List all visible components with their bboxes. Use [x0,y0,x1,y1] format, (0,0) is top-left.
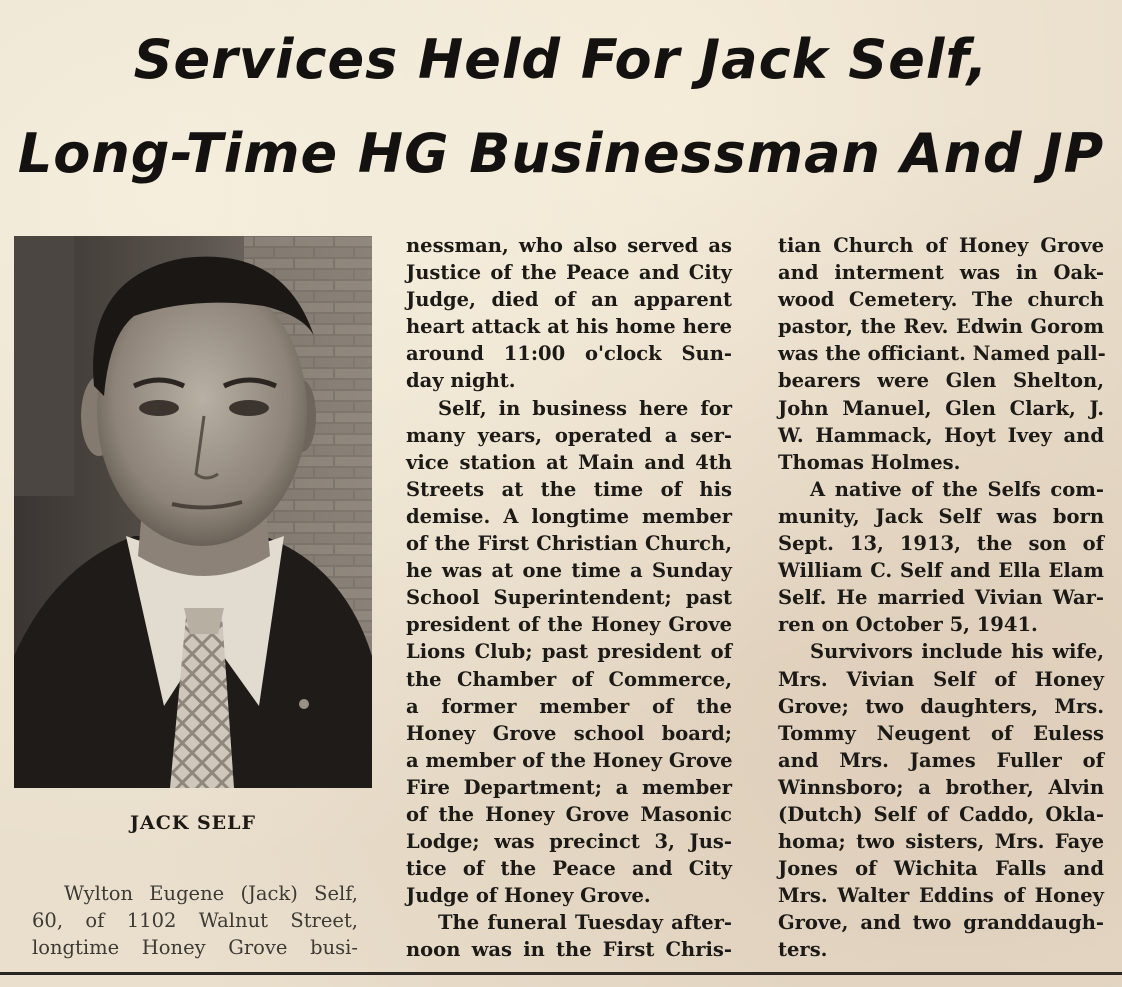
text-line: Sept. 13, 1913, the son of [778,532,1104,556]
text-line: demise. A longtime member [406,504,732,528]
text-line: a former member of the [406,694,732,718]
text-line: he was at one time a Sunday [406,559,732,583]
text-line: Grove, and two granddaugh- [778,911,1104,935]
text-line: homa; two sisters, Mrs. Faye [778,830,1104,854]
text-line: of the Honey Grove Masonic [406,802,732,826]
text-line: day night. [406,369,516,393]
text-line: 60, of 1102 Walnut Street, [32,909,358,933]
text-line: and Mrs. James Fuller of [778,748,1104,772]
article-column-1 [32,880,358,961]
text-line: Lions Club; past president of [406,640,732,664]
text-line: munity, Jack Self was born [778,504,1104,528]
text-line: bearers were Glen Shelton, [778,369,1104,393]
text-line: around 11:00 o'clock Sun- [406,342,732,366]
text-line: vice station at Main and 4th [406,450,732,474]
text-line: Lodge; was precinct 3, Jus- [406,830,732,854]
bottom-rule [0,972,1122,975]
text-line: Streets at the time of his [406,477,732,501]
text-line: School Superintendent; past [406,586,732,610]
text-line: John Manuel, Glen Clark, J. [778,396,1104,420]
text-line: president of the Honey Grove [406,613,732,637]
text-line: Wylton Eugene (Jack) Self, [64,882,358,905]
text-line: Judge, died of an apparent [406,288,732,312]
text-line: pastor, the Rev. Edwin Gorom [778,315,1104,339]
text-line: nessman, who also served as [406,234,732,257]
text-line: and interment was in Oak- [778,261,1104,285]
text-line: wood Cemetery. The church [778,288,1104,312]
text-line: ren on October 5, 1941. [778,613,1038,637]
article-column-3 [778,232,1104,964]
text-line: Self. He married Vivian War- [778,586,1104,610]
text-line: Tommy Neugent of Euless [778,721,1104,745]
text-line: a member of the Honey Grove [406,748,733,772]
text-line: A native of the Selfs com- [810,477,1104,501]
text-line: The funeral Tuesday after- [438,911,732,935]
text-line: Mrs. Walter Eddins of Honey [778,884,1104,908]
portrait-illustration [14,236,372,788]
text-line: (Dutch) Self of Caddo, Okla- [778,802,1104,826]
text-line: of the First Christian Church, [406,532,732,556]
text-line: Thomas Holmes. [778,450,961,474]
text-line: Mrs. Vivian Self of Honey [778,667,1104,691]
text-line: Self, in business here for [438,396,732,420]
text-line: heart attack at his home here [406,315,732,339]
text-line: W. Hammack, Hoyt Ivey and [778,423,1104,447]
text-line: Justice of the Peace and City [406,261,732,285]
headline-line-2: Long-Time HG Businessman And JP [17,122,1105,185]
text-line: Grove; two daughters, Mrs. [778,694,1104,718]
text-line: William C. Self and Ella Elam [778,559,1104,583]
text-line: Honey Grove school board; [406,721,732,745]
text-line: Jones of Wichita Falls and [778,857,1104,881]
text-line: tian Church of Honey Grove [778,234,1104,257]
text-line: the Chamber of Commerce, [406,667,732,691]
text-line: noon was in the First Chris- [406,938,732,962]
photo-caption: JACK SELF [129,812,257,834]
text-line: ters. [778,938,828,962]
article-column-2 [406,232,732,964]
text-line: Survivors include his wife, [810,640,1104,664]
text-line: Judge of Honey Grove. [406,884,651,908]
portrait-photo [14,236,372,788]
headline-line-1: Services Held For Jack Self, [133,28,989,91]
text-line: tice of the Peace and City [406,857,732,881]
text-line: Winnsboro; a brother, Alvin [778,775,1104,799]
text-line: many years, operated a ser- [406,423,732,447]
text-line: Fire Department; a member [406,775,732,799]
text-line: was the officiant. Named pall- [778,342,1106,366]
text-line: longtime Honey Grove busi- [32,936,358,960]
